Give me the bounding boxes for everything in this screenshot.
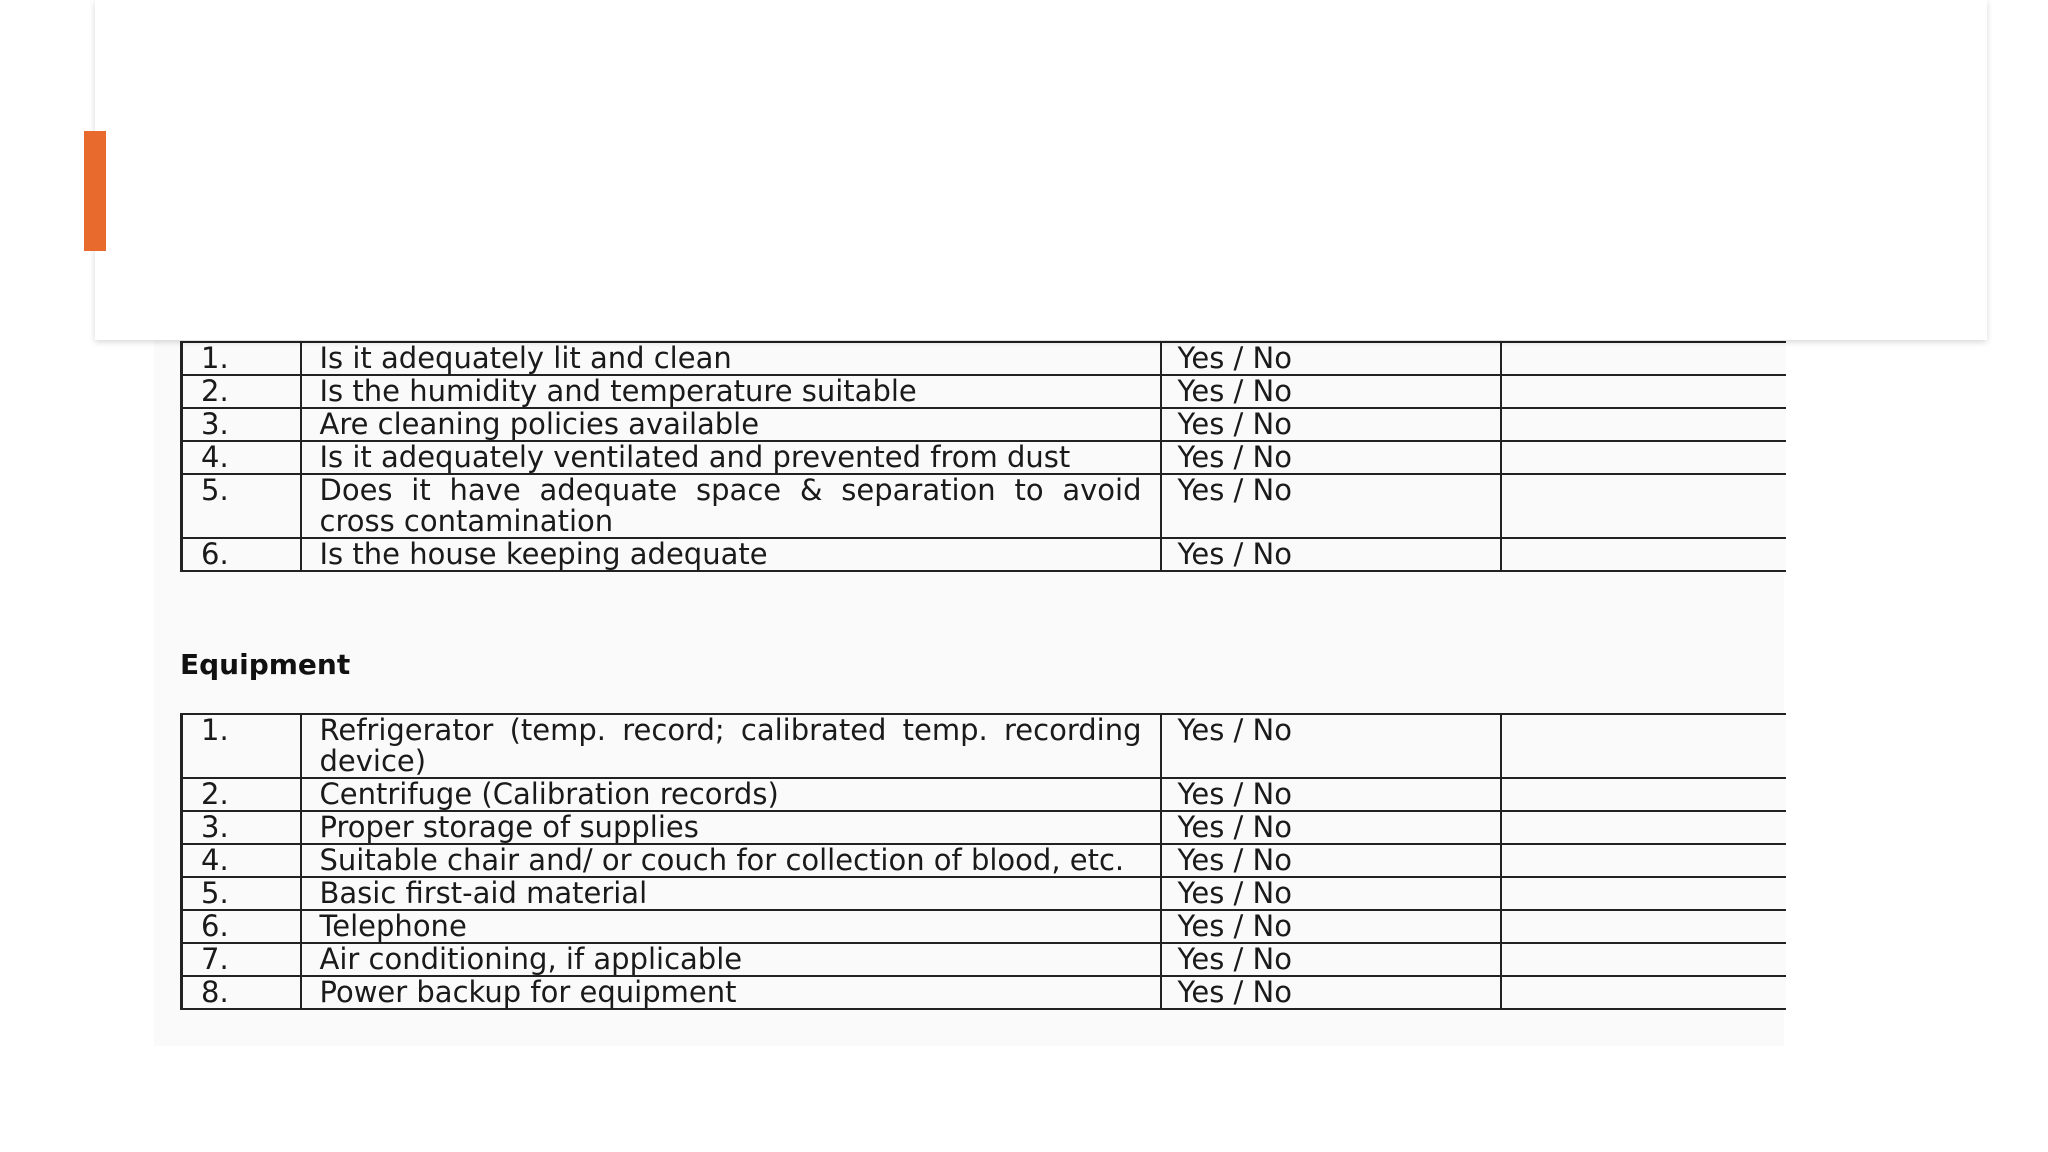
yes-no-answer: Yes / No: [1161, 778, 1501, 811]
yes-no-answer: Yes / No: [1161, 441, 1501, 474]
yes-no-answer: Yes / No: [1161, 538, 1501, 571]
row-number: 4.: [182, 441, 301, 474]
checklist-document-image: [154, 294, 1784, 1046]
remarks-cell: [1501, 714, 1786, 778]
row-number: 4.: [182, 844, 301, 877]
row-number: 3.: [182, 811, 301, 844]
checklist-question: Suitable chair and/ or couch for collection of blood, etc.: [301, 844, 1161, 877]
table-row: [182, 943, 1786, 976]
table-row: [182, 474, 1786, 538]
checklist-question: Power backup for equipment: [301, 976, 1161, 1009]
row-number: 3.: [182, 408, 301, 441]
remarks-cell: [1501, 877, 1786, 910]
remarks-cell: [1501, 976, 1786, 1009]
row-number: 1.: [182, 714, 301, 778]
checklist-question: Is the house keeping adequate: [301, 538, 1161, 571]
row-number: 2.: [182, 375, 301, 408]
table-row: [182, 375, 1786, 408]
row-number: 6.: [182, 910, 301, 943]
table-row: [182, 342, 1786, 375]
remarks-cell: [1501, 342, 1786, 375]
checklist-question: Is the humidity and temperature suitable: [301, 375, 1161, 408]
row-number: 5.: [182, 877, 301, 910]
table-row: [182, 811, 1786, 844]
checklist-question: Telephone: [301, 910, 1161, 943]
row-number: 6.: [182, 538, 301, 571]
accommodation-checklist-table: [180, 341, 1786, 572]
table-row: [182, 538, 1786, 571]
row-number: 2.: [182, 778, 301, 811]
yes-no-answer: Yes / No: [1161, 474, 1501, 538]
yes-no-answer: Yes / No: [1161, 976, 1501, 1009]
remarks-cell: [1501, 408, 1786, 441]
table-row: [182, 714, 1786, 778]
table-row: [182, 976, 1786, 1009]
equipment-section-heading: Equipment: [180, 648, 351, 681]
yes-no-answer: Yes / No: [1161, 844, 1501, 877]
yes-no-answer: Yes / No: [1161, 408, 1501, 441]
table-row: [182, 408, 1786, 441]
table-row: [182, 778, 1786, 811]
yes-no-answer: Yes / No: [1161, 811, 1501, 844]
table-row: [182, 844, 1786, 877]
remarks-cell: [1501, 844, 1786, 877]
row-number: 8.: [182, 976, 301, 1009]
remarks-cell: [1501, 375, 1786, 408]
yes-no-answer: Yes / No: [1161, 714, 1501, 778]
checklist-question: Does it have adequate space & separation to avoid cross contamination: [301, 474, 1161, 538]
remarks-cell: [1501, 910, 1786, 943]
table-row: [182, 877, 1786, 910]
checklist-question: Air conditioning, if applicable: [301, 943, 1161, 976]
table-row: [182, 441, 1786, 474]
checklist-question: Proper storage of supplies: [301, 811, 1161, 844]
remarks-cell: [1501, 943, 1786, 976]
checklist-question: Centrifuge (Calibration records): [301, 778, 1161, 811]
checklist-question: Refrigerator (temp. record; calibrated temp. recording device): [301, 714, 1161, 778]
remarks-cell: [1501, 474, 1786, 538]
checklist-question: Is it adequately lit and clean: [301, 342, 1161, 375]
checklist-question: Is it adequately ventilated and prevented from dust: [301, 441, 1161, 474]
yes-no-answer: Yes / No: [1161, 375, 1501, 408]
remarks-cell: [1501, 811, 1786, 844]
row-number: 7.: [182, 943, 301, 976]
equipment-checklist-table: [180, 713, 1786, 1010]
yes-no-answer: Yes / No: [1161, 943, 1501, 976]
yes-no-answer: Yes / No: [1161, 910, 1501, 943]
accent-bar: [84, 131, 106, 251]
remarks-cell: [1501, 778, 1786, 811]
yes-no-answer: Yes / No: [1161, 877, 1501, 910]
checklist-question: Are cleaning policies available: [301, 408, 1161, 441]
row-number: 1.: [182, 342, 301, 375]
slide-title-box: [95, 0, 1987, 340]
row-number: 5.: [182, 474, 301, 538]
remarks-cell: [1501, 441, 1786, 474]
checklist-question: Basic first-aid material: [301, 877, 1161, 910]
table-row: [182, 910, 1786, 943]
yes-no-answer: Yes / No: [1161, 342, 1501, 375]
remarks-cell: [1501, 538, 1786, 571]
